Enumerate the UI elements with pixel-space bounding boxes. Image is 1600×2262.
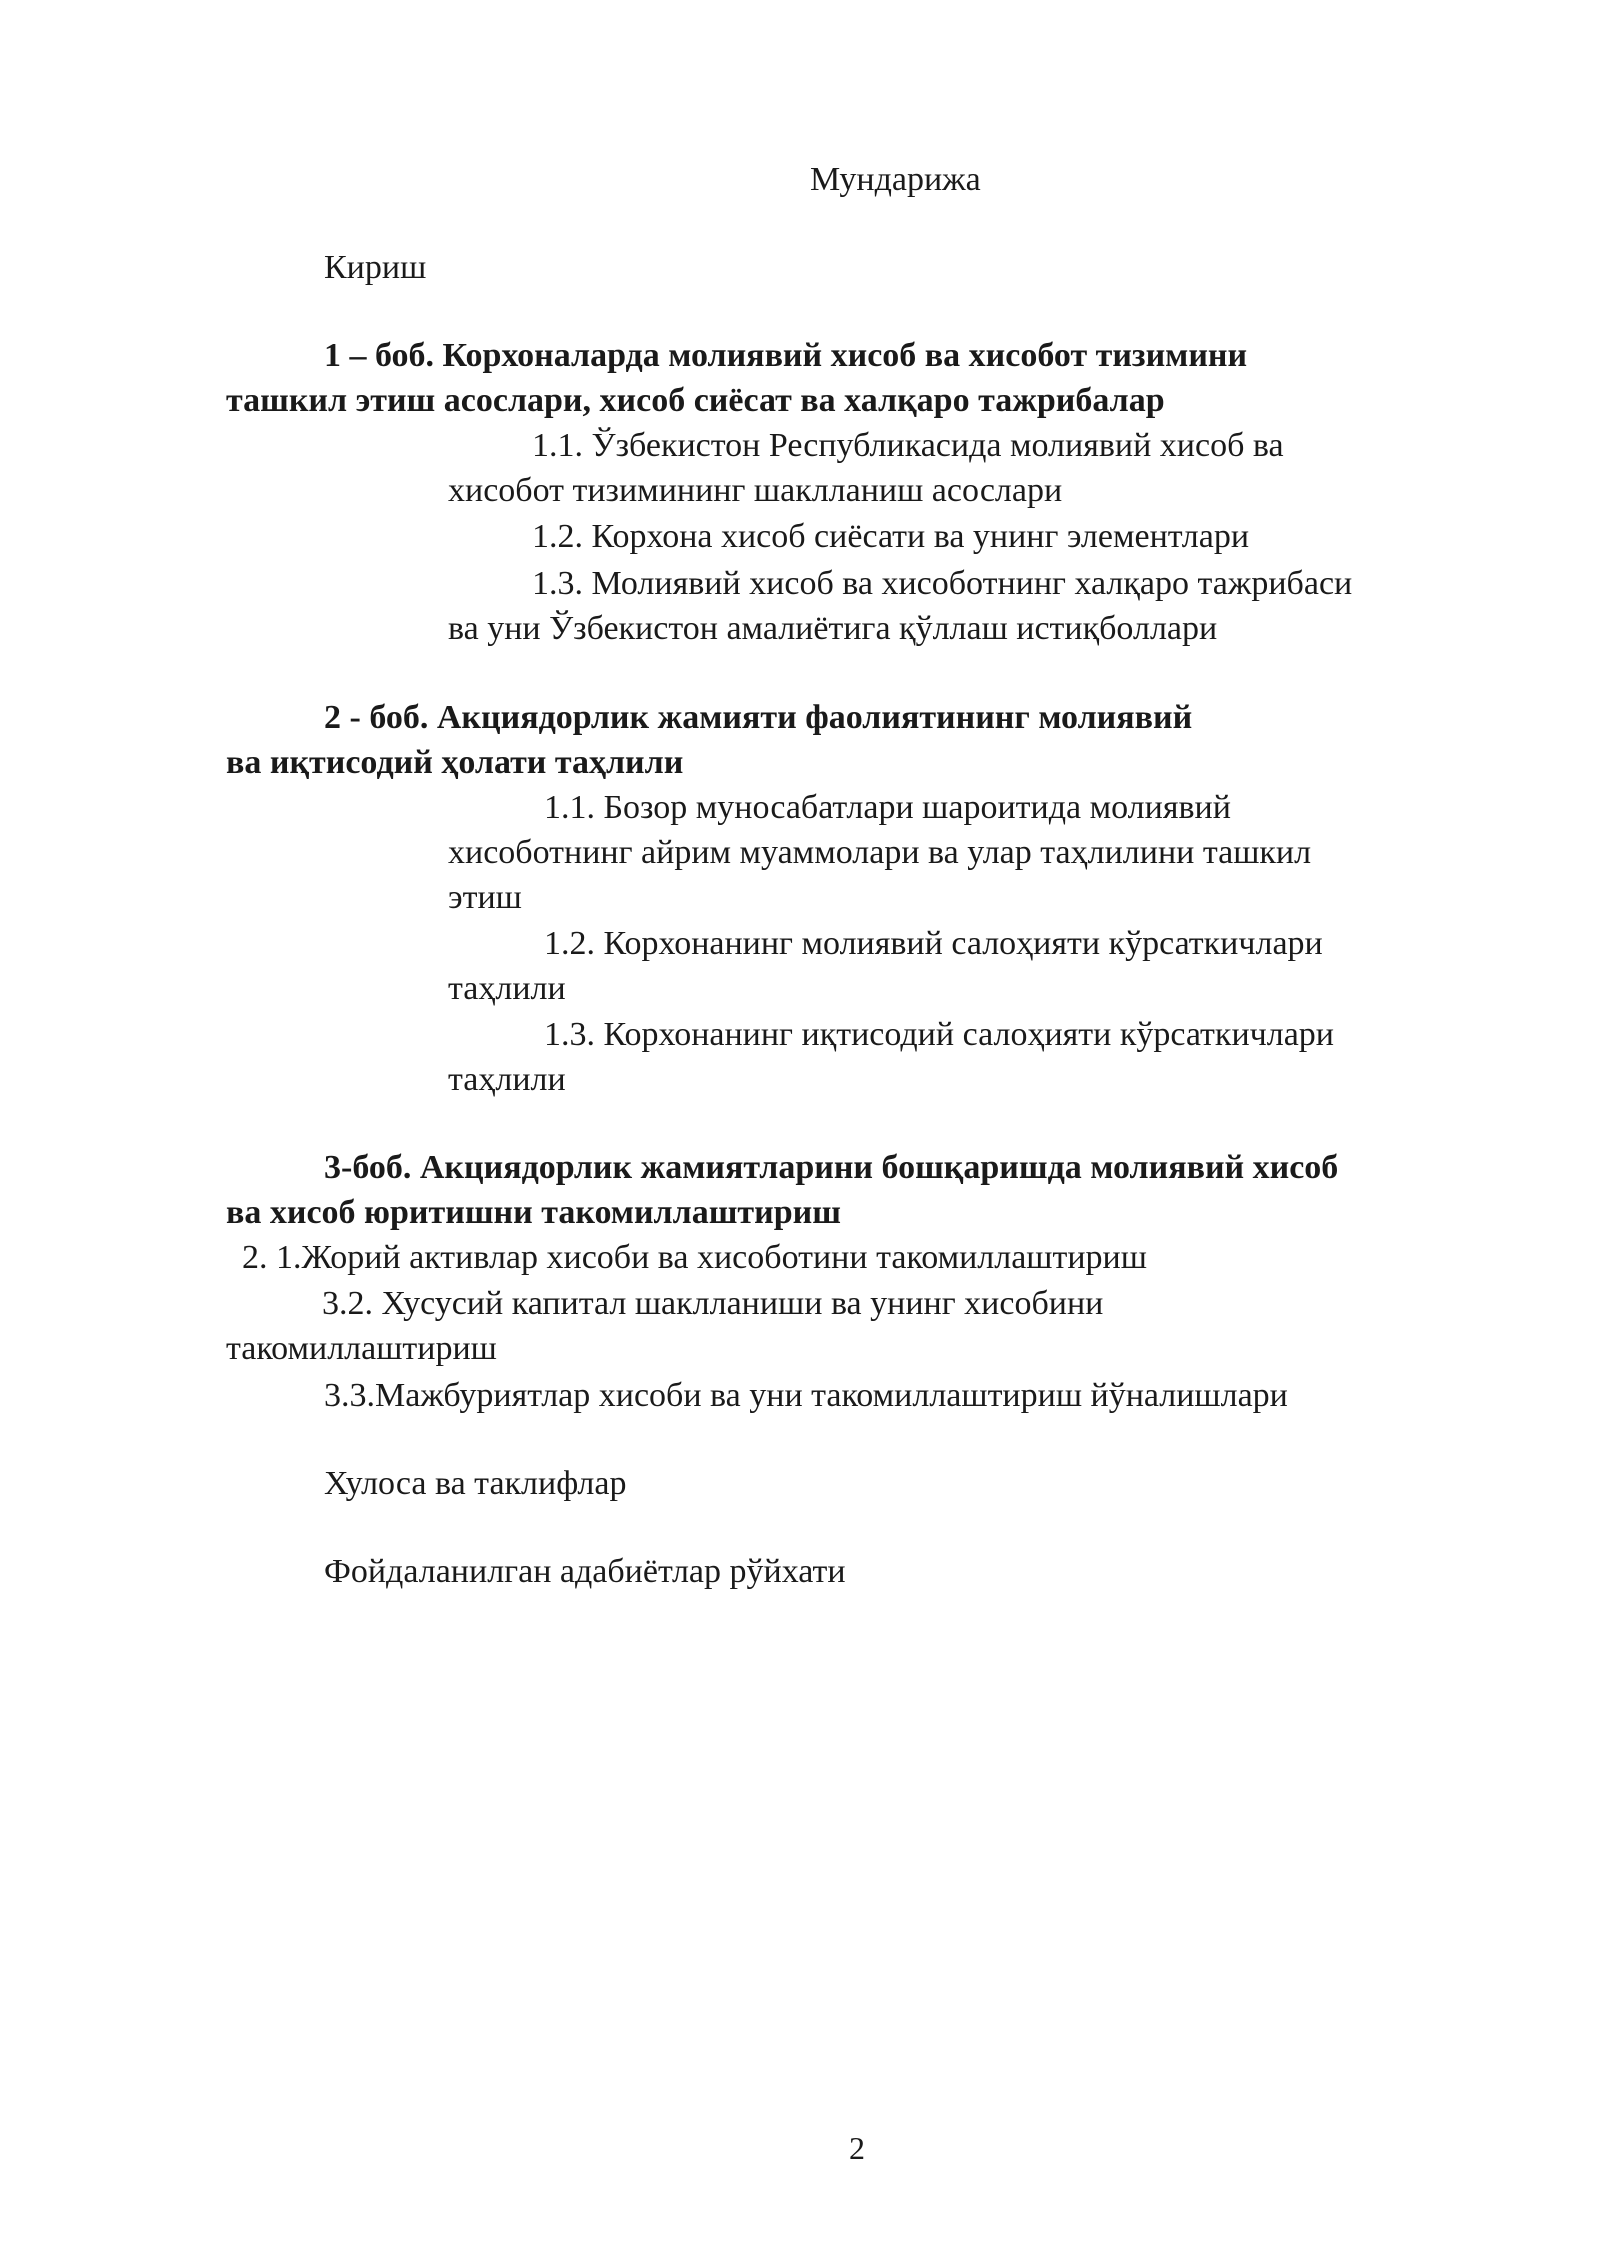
chapter-2-section-2-line-1: 1.2. Корхонанинг молиявий салоҳияти кўрсаткичлари: [544, 925, 1323, 962]
chapter-2-section-1-line-1: 1.1. Бозор муносабатлари шароитида молиявий: [544, 789, 1231, 826]
toc-intro: Кириш: [324, 249, 427, 286]
chapter-1-section-3-line-1: 1.3. Молиявий хисоб ва хисоботнинг халқаро тажрибаси: [532, 565, 1353, 602]
page-number: 2: [849, 2130, 865, 2166]
chapter-3-heading-line-2: ва хисоб юритишни такомиллаштириш: [226, 1194, 841, 1231]
chapter-1-section-3-line-2: ва уни Ўзбекистон амалиётига қўллаш истиқболлари: [448, 610, 1218, 647]
chapter-2-section-1-line-2: хисоботнинг айрим муаммолари ва улар таҳлилини ташкил: [448, 834, 1312, 871]
chapter-2-section-1-line-3: этиш: [448, 879, 522, 916]
chapter-1-section-2-line-1: 1.2. Корхона хисоб сиёсати ва унинг элементлари: [532, 518, 1250, 555]
chapter-3-heading-line-1: 3-боб. Акциядорлик жамиятларини бошқаришда молиявий хисоб: [324, 1149, 1339, 1186]
chapter-2-heading-line-2: ва иқтисодий ҳолати таҳлили: [226, 744, 684, 781]
chapter-3-section-2-line-2: такомиллаштириш: [226, 1330, 497, 1367]
chapter-2-section-3-line-1: 1.3. Корхонанинг иқтисодий салоҳияти кўрсаткичлари: [544, 1016, 1334, 1053]
chapter-3-section-2-line-1: 3.2. Хусусий капитал шаклланиши ва унинг хисобини: [322, 1285, 1104, 1322]
chapter-1-heading-line-2: ташкил этиш асослари, хисоб сиёсат ва халқаро тажрибалар: [226, 382, 1165, 419]
chapter-2-section-3-line-2: таҳлили: [448, 1061, 566, 1098]
page-title: Мундарижа: [810, 161, 981, 198]
chapter-3-section-1-line-1: 2. 1.Жорий активлар хисоби ва хисоботини такомиллаштириш: [242, 1239, 1147, 1276]
toc-references: Фойдаланилган адабиётлар рўйхати: [324, 1553, 846, 1590]
chapter-1-heading-line-1: 1 – боб. Корхоналарда молиявий хисоб ва хисобот тизимини: [324, 337, 1248, 374]
chapter-3-section-3-line-1: 3.3.Мажбуриятлар хисоби ва уни такомиллаштириш йўналишлари: [324, 1377, 1288, 1414]
toc-conclusion: Хулоса ва таклифлар: [324, 1465, 627, 1502]
chapter-2-section-2-line-2: таҳлили: [448, 970, 566, 1007]
chapter-2-heading-line-1: 2 - боб. Акциядорлик жамияти фаолиятининг молиявий: [324, 699, 1193, 736]
chapter-1-section-1-line-1: 1.1. Ўзбекистон Республикасида молиявий хисоб ва: [532, 427, 1284, 464]
chapter-1-section-1-line-2: хисобот тизимининг шаклланиш асослари: [448, 472, 1063, 509]
